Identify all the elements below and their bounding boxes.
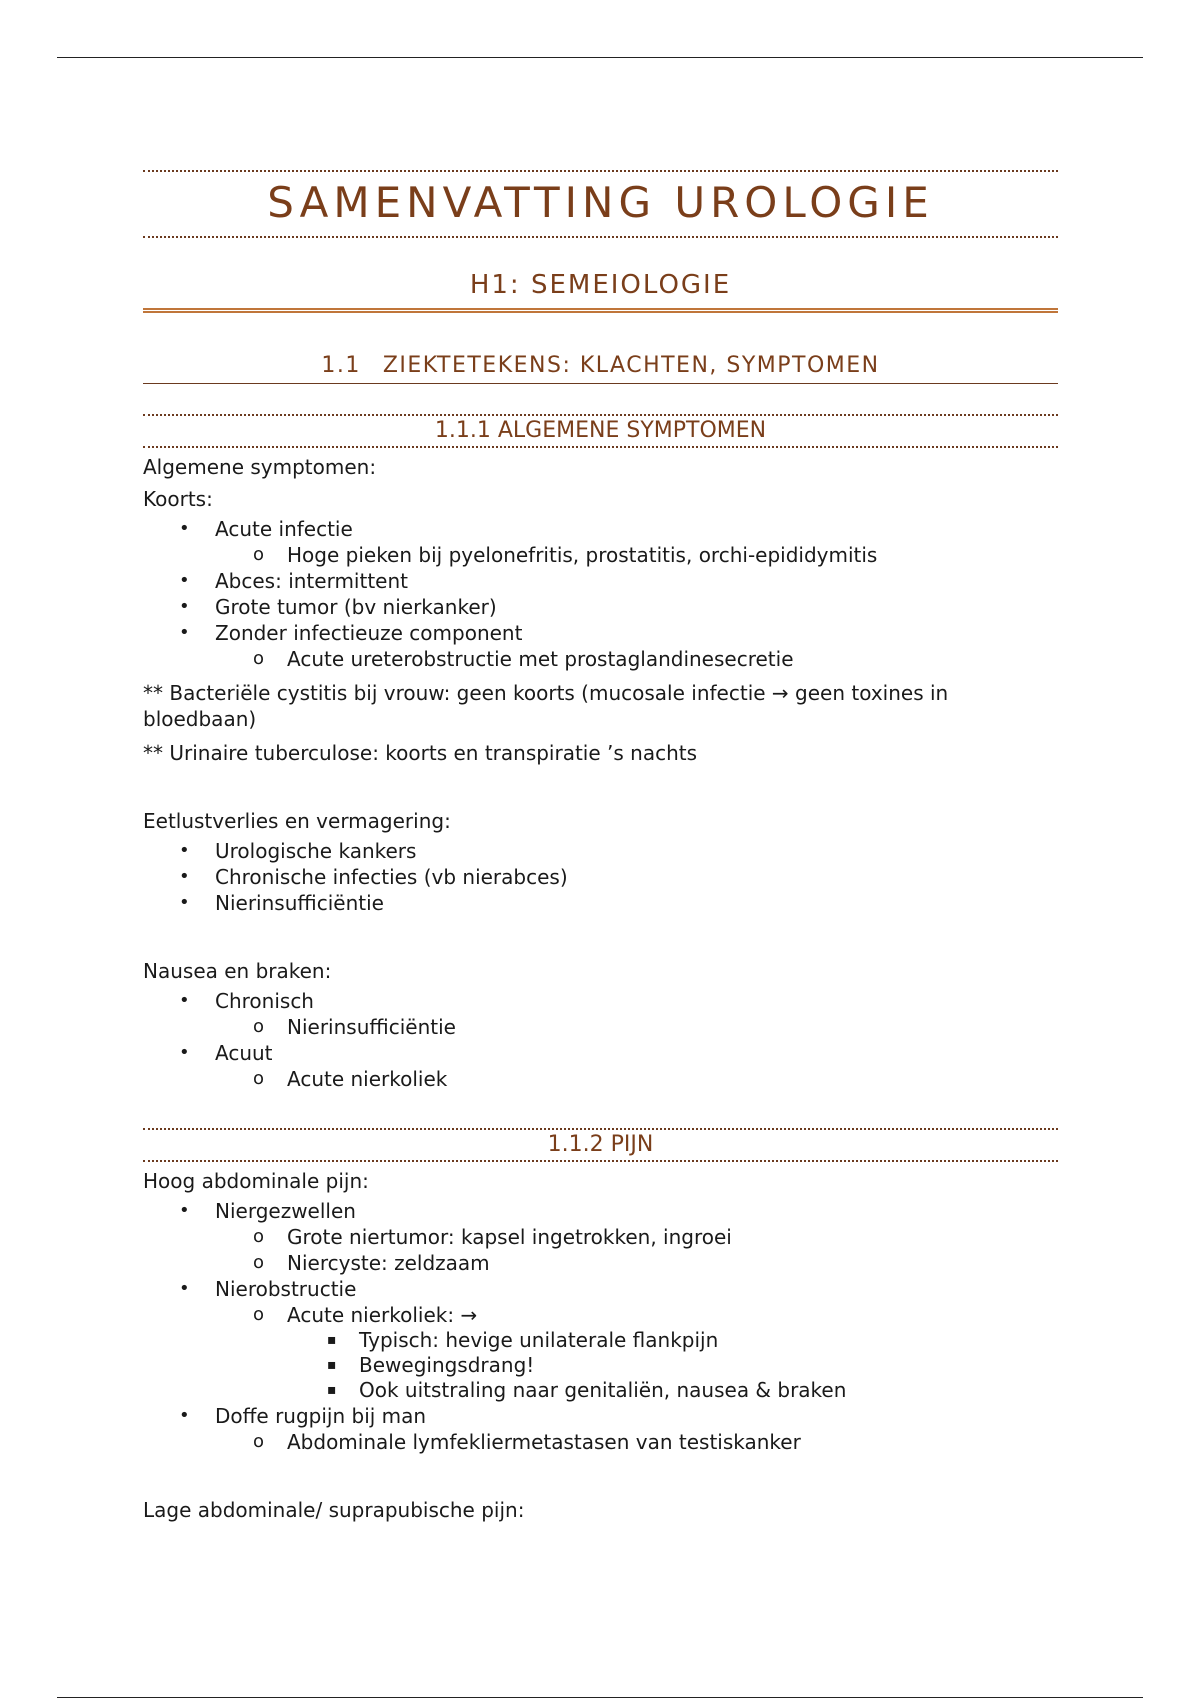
- sub-list-item: [215, 1066, 1058, 1092]
- list-item-text: Chronische infecties (vb nierabces): [215, 865, 568, 889]
- document-title: SAMENVATTING UROLOGIE: [267, 178, 934, 227]
- subsection-heading-pijn: 1.1.2 PIJN: [547, 1132, 654, 1157]
- subsection-heading-block: [143, 414, 1058, 448]
- sub-list-item-text: Nierinsufficiëntie: [287, 1015, 456, 1039]
- circle-marker: o: [253, 1252, 265, 1273]
- list-item: [143, 890, 1058, 916]
- subsection-heading-algemene-symptomen: 1.1.1 ALGEMENE SYMPTOMEN: [434, 418, 767, 443]
- list-item: [143, 516, 1058, 568]
- circle-marker: o: [253, 1226, 265, 1247]
- sub-list-item: [215, 1014, 1058, 1040]
- chapter-heading-block: [143, 268, 1058, 313]
- sub-sub-list-item-text: Bewegingsdrang!: [359, 1353, 535, 1377]
- section-heading: [143, 351, 1058, 381]
- bullet-marker: •: [179, 1200, 190, 1221]
- square-marker: ▪: [327, 1332, 337, 1348]
- koorts-list: [143, 516, 1058, 672]
- page-header-rule: [57, 57, 1143, 58]
- sub-list-item: [215, 1250, 1058, 1276]
- subsection-heading-block: [143, 1128, 1058, 1162]
- sub-list-item-text: Hoge pieken bij pyelonefritis, prostatitis, orchi-epididymitis: [287, 543, 878, 567]
- list-item: [143, 838, 1058, 864]
- sub-list: [215, 1066, 1058, 1092]
- bullet-marker: •: [179, 990, 190, 1011]
- sub-list-item: [215, 1302, 1058, 1403]
- sub-list: [215, 1302, 1058, 1403]
- bullet-marker: •: [179, 570, 190, 591]
- list-item: [143, 594, 1058, 620]
- sub-list: [215, 542, 1058, 568]
- sub-list-item: [215, 646, 1058, 672]
- list-item: [143, 1198, 1058, 1276]
- list-item-text: Zonder infectieuze component: [215, 621, 523, 645]
- bullet-marker: •: [179, 596, 190, 617]
- bullet-marker: •: [179, 840, 190, 861]
- sub-list: [215, 1014, 1058, 1040]
- bullet-marker: •: [179, 892, 190, 913]
- paragraph-hoog-abdominale-pijn: Hoog abdominale pijn:: [143, 1169, 369, 1193]
- paragraph-nausea-label: Nausea en braken:: [143, 959, 332, 983]
- note-bacteriele-cystitis: ** Bacteriële cystitis bij vrouw: geen koorts (mucosale infectie → geen toxines in bloedbaan): [143, 681, 949, 731]
- square-marker: ▪: [327, 1357, 337, 1373]
- paragraph-eetlust-label: Eetlustverlies en vermagering:: [143, 809, 451, 833]
- bullet-marker: •: [179, 1278, 190, 1299]
- section-heading-block: [143, 351, 1058, 384]
- list-item-text: Grote tumor (bv nierkanker): [215, 595, 497, 619]
- list-item: [143, 568, 1058, 594]
- square-marker: ▪: [327, 1382, 337, 1398]
- list-item-text: Doffe rugpijn bij man: [215, 1404, 427, 1428]
- list-item-text: Niergezwellen: [215, 1199, 356, 1223]
- circle-marker: o: [253, 1304, 265, 1325]
- paragraph-lage-abdominale-pijn: Lage abdominale/ suprapubische pijn:: [143, 1498, 525, 1522]
- sub-list-item-text: Grote niertumor: kapsel ingetrokken, ingroei: [287, 1225, 732, 1249]
- sub-sub-list-item-text: Typisch: hevige unilaterale flankpijn: [359, 1328, 719, 1352]
- list-item: [143, 1276, 1058, 1403]
- paragraph-algemene-symptomen: Algemene symptomen:: [143, 455, 377, 479]
- bullet-marker: •: [179, 1042, 190, 1063]
- sub-list: [215, 1429, 1058, 1455]
- list-item-text: Nierobstructie: [215, 1277, 357, 1301]
- paragraph-koorts-label: Koorts:: [143, 487, 213, 511]
- list-item-text: Acute infectie: [215, 517, 353, 541]
- hoog-abdominale-list: [143, 1198, 1058, 1455]
- sub-list-item: [215, 1224, 1058, 1250]
- circle-marker: o: [253, 648, 265, 669]
- bullet-marker: •: [179, 1405, 190, 1426]
- sub-list-item-text: Acute nierkoliek: [287, 1067, 448, 1091]
- list-item: [143, 1403, 1058, 1455]
- list-item-text: Acuut: [215, 1041, 273, 1065]
- sub-list: [215, 1224, 1058, 1276]
- bullet-marker: •: [179, 518, 190, 539]
- sub-list: [215, 646, 1058, 672]
- note-urinaire-tuberculose: ** Urinaire tuberculose: koorts en transpiratie ’s nachts: [143, 741, 698, 765]
- sub-sub-list-item: [287, 1353, 1058, 1378]
- circle-marker: o: [253, 1431, 265, 1452]
- sub-list-item: [215, 1429, 1058, 1455]
- sub-list-item-text: Acute nierkoliek: →: [287, 1303, 478, 1327]
- sub-sub-list-item: [287, 1378, 1058, 1403]
- sub-list-item: [215, 542, 1058, 568]
- page-footer-rule: [57, 1697, 1143, 1698]
- sub-list-item-text: Acute ureterobstructie met prostaglandinesecretie: [287, 647, 794, 671]
- circle-marker: o: [253, 544, 265, 565]
- section-title: ZIEKTETEKENS: KLACHTEN, SYMPTOMEN: [382, 353, 880, 378]
- document-body: [143, 170, 1058, 1523]
- list-item: [143, 988, 1058, 1040]
- title-block: [143, 170, 1058, 238]
- circle-marker: o: [253, 1068, 265, 1089]
- list-item: [143, 864, 1058, 890]
- sub-sub-list: [287, 1328, 1058, 1403]
- list-item: [143, 1040, 1058, 1092]
- list-item: [143, 620, 1058, 672]
- circle-marker: o: [253, 1016, 265, 1037]
- bullet-marker: •: [179, 866, 190, 887]
- list-item-text: Chronisch: [215, 989, 314, 1013]
- list-item-text: Nierinsufficiëntie: [215, 891, 384, 915]
- bullet-marker: •: [179, 622, 190, 643]
- section-number: 1.1: [321, 353, 361, 378]
- eetlust-list: [143, 838, 1058, 916]
- nausea-list: [143, 988, 1058, 1092]
- sub-list-item-text: Abdominale lymfekliermetastasen van testiskanker: [287, 1430, 801, 1454]
- sub-list-item-text: Niercyste: zeldzaam: [287, 1251, 490, 1275]
- list-item-text: Abces: intermittent: [215, 569, 408, 593]
- chapter-heading: H1: SEMEIOLOGIE: [469, 270, 732, 300]
- list-item-text: Urologische kankers: [215, 839, 417, 863]
- sub-sub-list-item: [287, 1328, 1058, 1353]
- sub-sub-list-item-text: Ook uitstraling naar genitaliën, nausea & braken: [359, 1378, 847, 1402]
